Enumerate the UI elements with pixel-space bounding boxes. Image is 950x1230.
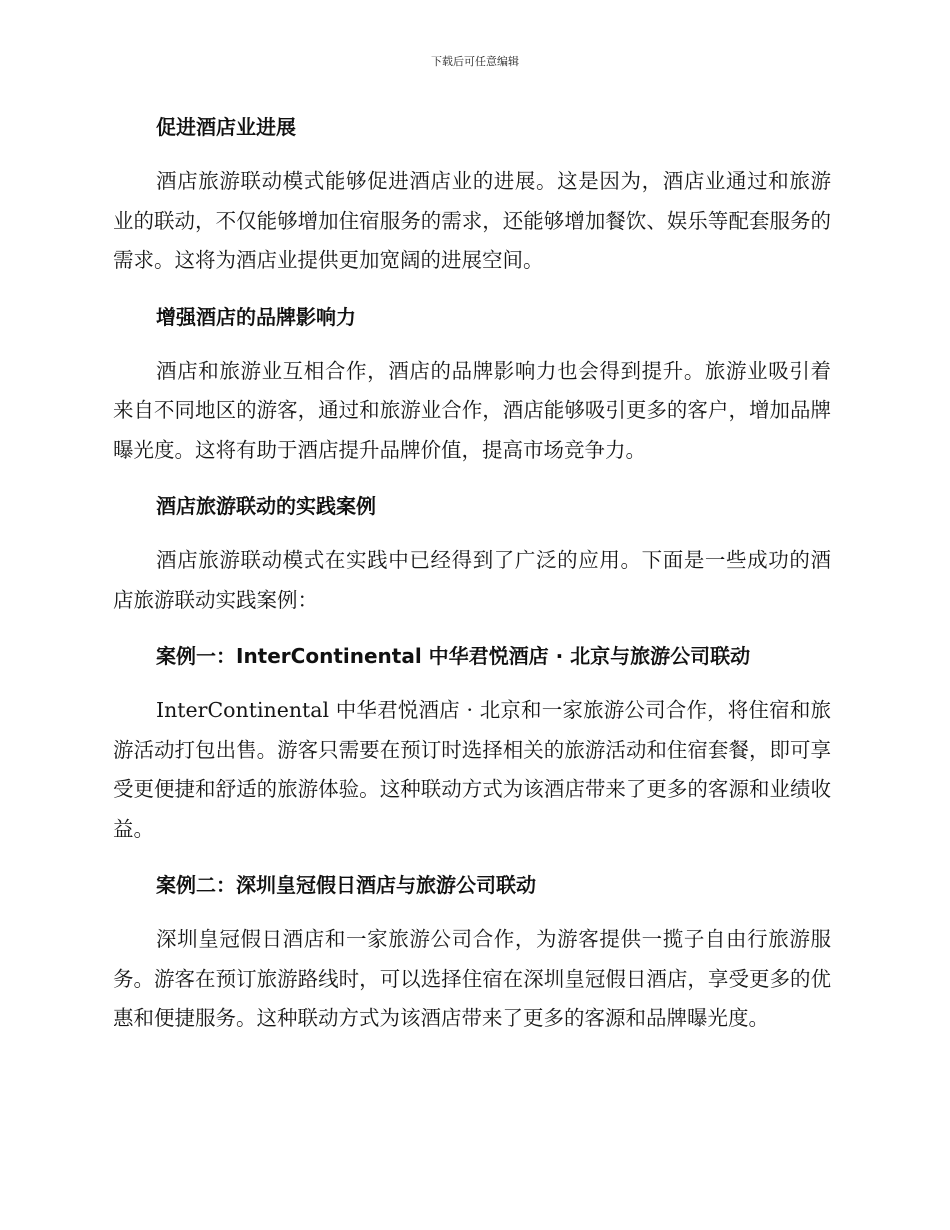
section-paragraph-case-two: 深圳皇冠假日酒店和一家旅游公司合作，为游客提供一揽子自由行旅游服务。游客在预订旅游路线时，可以选择住宿在深圳皇冠假日酒店，享受更多的优惠和便捷服务。这种联动方式为该酒店带来了更多的客源和品牌曝光度。 — [113, 927, 831, 1030]
section-heading-brand-influence: 增强酒店的品牌影响力 — [156, 304, 356, 329]
spacer — [113, 849, 831, 866]
spacer — [113, 904, 831, 920]
section-heading-practice-cases: 酒店旅游联动的实践案例 — [156, 494, 376, 518]
section-paragraph-hotel-development: 酒店旅游联动模式能够促进酒店业的进展。这是因为，酒店业通过和旅游业的联动，不仅能够增加住宿服务的需求，还能够增加餐饮、娱乐等配套服务的需求。这将为酒店业提供更加宽阔的进展空间。 — [113, 169, 831, 272]
page-header: 下载后可任意编辑 — [431, 55, 519, 68]
spacer — [113, 336, 831, 352]
spacer — [113, 470, 831, 487]
section-paragraph-practice-cases: 酒店旅游联动模式在实践中已经得到了广泛的应用。下面是一些成功的酒店旅游联动实践案例： — [113, 548, 831, 612]
section-heading-hotel-development: 促进酒店业进展 — [156, 115, 296, 139]
spacer — [113, 525, 831, 541]
document-body — [113, 108, 831, 1039]
spacer — [113, 620, 831, 637]
spacer — [113, 675, 831, 691]
section-heading-case-two: 案例二：深圳皇冠假日酒店与旅游公司联动 — [156, 873, 536, 897]
spacer — [113, 146, 831, 162]
section-heading-case-one: 案例一：InterContinental 中华君悦酒店 · 北京与旅游公司联动 — [156, 644, 751, 668]
section-paragraph-case-one: InterContinental 中华君悦酒店 · 北京和一家旅游公司合作，将住宿和旅游活动打包出售。游客只需要在预订时选择相关的旅游活动和住宿套餐，即可享受更便捷和舒适的旅游体验。这种联动方式为该酒店带来了更多的客源和业绩收益。 — [113, 698, 831, 841]
section-paragraph-brand-influence: 酒店和旅游业互相合作，酒店的品牌影响力也会得到提升。旅游业吸引着来自不同地区的游客，通过和旅游业合作，酒店能够吸引更多的客户，增加品牌曝光度。这将有助于酒店提升品牌价值，提高市场竞争力。 — [113, 358, 831, 462]
spacer — [113, 281, 831, 298]
